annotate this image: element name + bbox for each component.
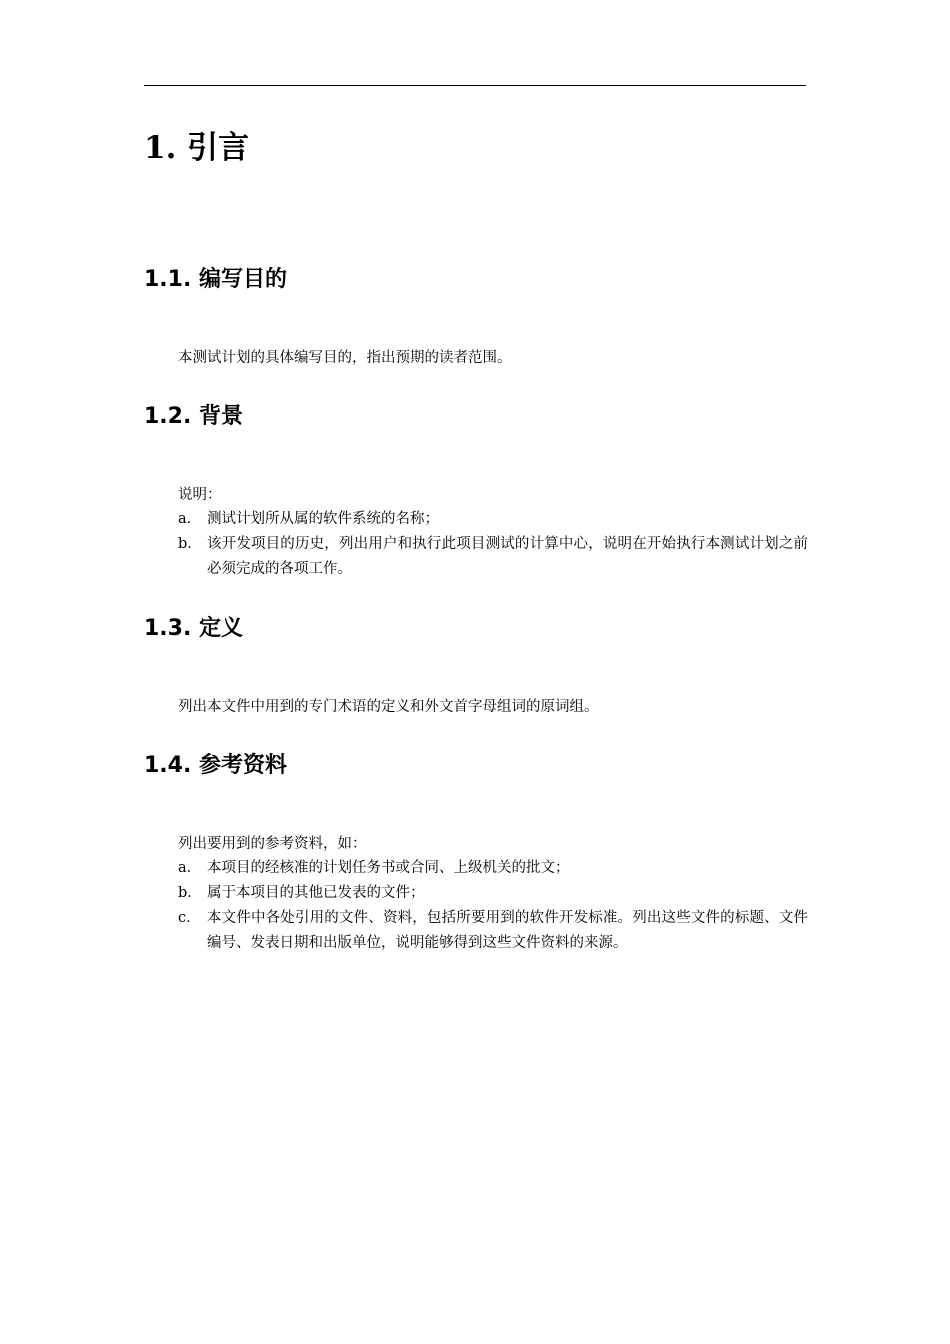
list-item xyxy=(178,906,808,956)
background-list xyxy=(178,507,808,582)
section-heading-references: 1.4. 参考资料 xyxy=(144,753,287,778)
references-list xyxy=(178,856,808,956)
list-item-text: 本项目的经核准的计划任务书或合同、上级机关的批文； xyxy=(207,860,570,876)
list-marker: c． xyxy=(178,910,201,926)
list-item-text: 本文件中各处引用的文件、资料，包括所要用到的软件开发标准。列出这些文件的标题、文件编号、发表日期和出版单位，说明能够得到这些文件资料的来源。 xyxy=(207,910,808,951)
section-intro-references: 列出要用到的参考资料，如： xyxy=(178,836,367,852)
list-item-text: 属于本项目的其他已发表的文件； xyxy=(207,885,425,901)
section-intro-background: 说明： xyxy=(178,487,222,503)
list-marker: a． xyxy=(178,511,202,527)
list-item xyxy=(178,507,808,532)
section-heading-background: 1.2. 背景 xyxy=(144,404,243,429)
list-item xyxy=(178,532,808,582)
list-item xyxy=(178,856,808,881)
section-heading-purpose: 1.1. 编写目的 xyxy=(144,267,287,292)
section-body-purpose: 本测试计划的具体编写目的，指出预期的读者范围。 xyxy=(178,350,512,366)
section-body-definitions: 列出本文件中用到的专门术语的定义和外文首字母组词的原词组。 xyxy=(178,699,599,715)
section-heading-definitions: 1.3. 定义 xyxy=(144,616,243,641)
list-item xyxy=(178,881,808,906)
list-marker: b． xyxy=(178,536,202,552)
list-marker: a． xyxy=(178,860,202,876)
chapter-title: 1. 引言 xyxy=(144,130,250,166)
header-rule xyxy=(144,85,806,86)
list-marker: b． xyxy=(178,885,202,901)
list-item-text: 测试计划所从属的软件系统的名称； xyxy=(207,511,439,527)
list-item-text: 该开发项目的历史，列出用户和执行此项目测试的计算中心，说明在开始执行本测试计划之前必须完成的各项工作。 xyxy=(207,536,808,577)
